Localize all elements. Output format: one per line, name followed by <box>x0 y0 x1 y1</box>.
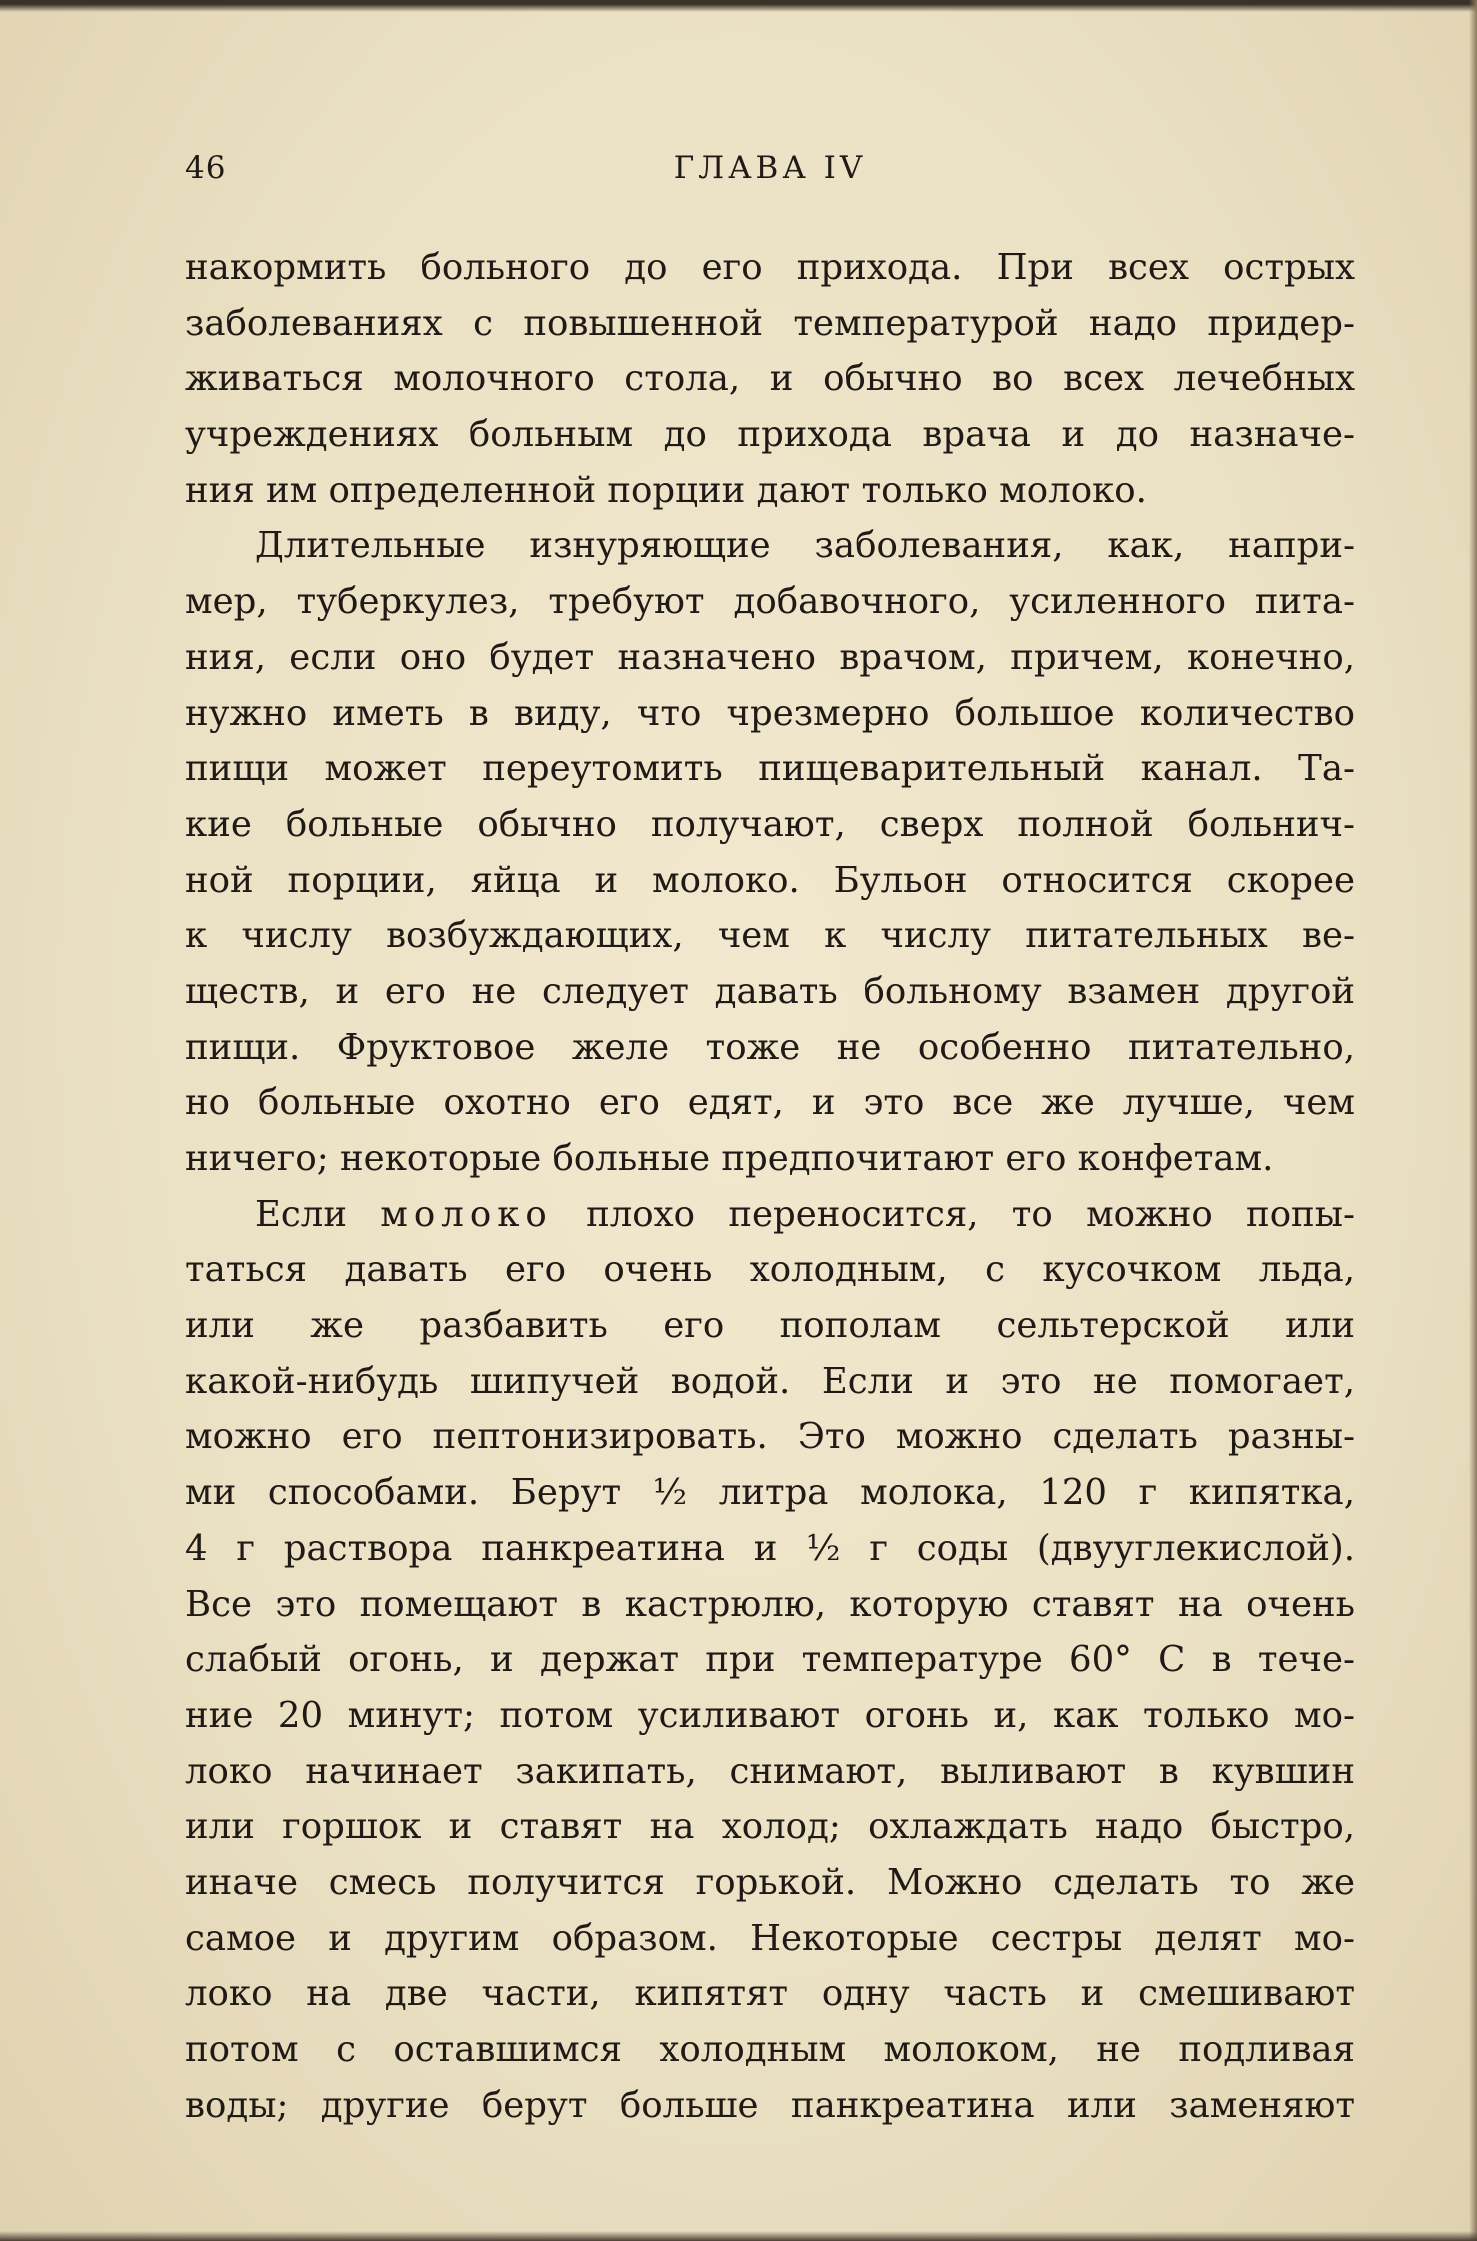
page-number: 46 <box>185 150 227 186</box>
text-line: пищи может переутомить пищеварительный канал. Та- <box>185 748 1355 790</box>
text-line-start: Если <box>255 1193 348 1235</box>
running-head: ГЛАВА IV <box>673 150 867 186</box>
text-line: воды; другие берут больше панкреатина или заменяют <box>185 2084 1355 2126</box>
text-line: или горшок и ставят на холод; охлаждать надо быстро, <box>185 1806 1355 1848</box>
text-line: заболеваниях с повышенной температурой надо придер- <box>185 302 1355 344</box>
text-line: кие больные обычно получают, сверх полной больнич- <box>185 803 1355 845</box>
text-line: самое и другим образом. Некоторые сестры делят мо- <box>185 1917 1355 1959</box>
page-bottom-edge <box>0 2231 1477 2241</box>
text-line: учреждениях больным до прихода врача и до назначе- <box>185 414 1355 456</box>
text-line: можно его пептонизировать. Это можно сделать разны- <box>185 1416 1355 1458</box>
text-line: но больные охотно его едят, и это все же лучше, чем <box>185 1082 1355 1124</box>
text-line: накормить больного до его прихода. При всех острых <box>185 247 1355 288</box>
text-line: таться давать его очень холодным, с кусочком льда, <box>185 1249 1355 1291</box>
emphasized-word: молоко <box>380 1193 553 1235</box>
text-line: 4 г раствора панкреатина и ½ г соды (двууглекислой). <box>185 1527 1355 1569</box>
page-top-edge <box>0 0 1477 12</box>
text-line: ми способами. Берут ½ литра молока, 120 г кипятка, <box>185 1472 1355 1514</box>
text-line: живаться молочного стола, и обычно во всех лечебных <box>185 358 1355 400</box>
page-right-edge <box>1469 0 1477 2241</box>
text-line: ния, если оно будет назначено врачом, причем, конечно, <box>185 636 1355 678</box>
text-line: пищи. Фруктовое желе тоже не особенно питательно, <box>185 1026 1355 1068</box>
text-line: мер, туберкулез, требуют добавочного, усиленного пита- <box>185 581 1355 623</box>
text-line: к числу возбуждающих, чем к числу питательных ве- <box>185 915 1355 957</box>
text-line: локо на две части, кипятят одну часть и смешивают <box>185 1973 1355 2015</box>
text-line: локо начинает закипать, снимают, выливают в кувшин <box>185 1750 1355 1792</box>
text-line: Длительные изнуряющие заболевания, как, напри- <box>255 525 1355 567</box>
text-line: иначе смесь получится горькой. Можно сделать то же <box>185 1861 1355 1903</box>
text-line: слабый огонь, и держат при температуре 60° С в тече- <box>185 1639 1355 1681</box>
text-line: ной порции, яйца и молоко. Бульон относится скорее <box>185 859 1355 901</box>
text-line: ществ, и его не следует давать больному взамен другой <box>185 970 1355 1012</box>
text-line: ничего; некоторые больные предпочитают его конфетам. <box>185 1138 1274 1179</box>
body-text <box>185 240 1355 2133</box>
page-header <box>185 150 1355 194</box>
text-line <box>185 1187 1355 1243</box>
text-line-end: плохо переносится, то можно попы- <box>586 1193 1355 1235</box>
text-line: нужно иметь в виду, что чрезмерно большое количество <box>185 692 1355 734</box>
text-line: ния им определенной порции дают только молоко. <box>185 469 1147 511</box>
text-line: потом с оставшимся холодным молоком, не подливая <box>185 2029 1355 2070</box>
text-line: Все это помещают в кастрюлю, которую ставят на очень <box>185 1583 1355 1625</box>
text-line: какой-нибудь шипучей водой. Если и это не помогает, <box>185 1360 1355 1402</box>
text-line: или же разбавить его пополам сельтерской или <box>185 1305 1355 1347</box>
text-line: ние 20 минут; потом усиливают огонь и, как только мо- <box>185 1694 1355 1736</box>
